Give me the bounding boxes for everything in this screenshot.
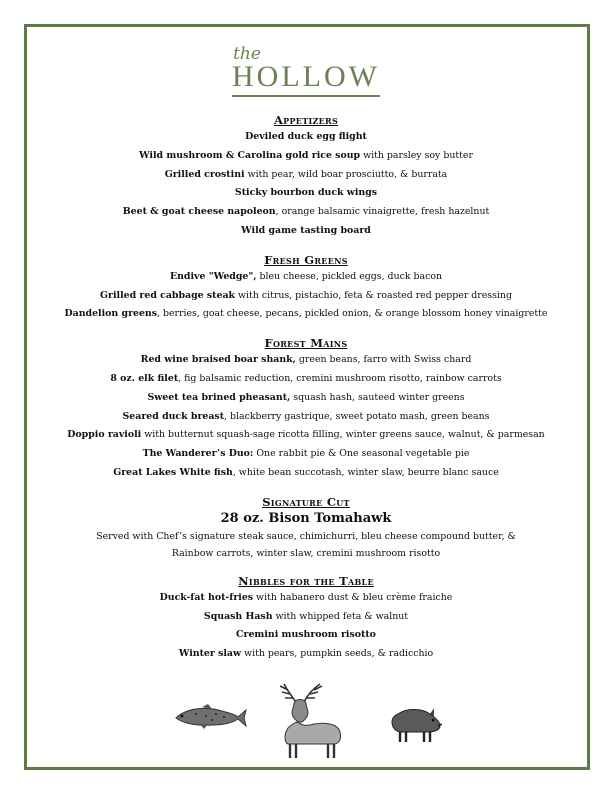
menu-item bbox=[30, 305, 582, 324]
item-name: Doppio ravioli bbox=[67, 429, 142, 441]
item-desc: , berries, goat cheese, pecans, pickled onion, & orange blossom honey vinaigrette bbox=[157, 308, 548, 320]
item-desc: green beans, farro with Swiss chard bbox=[295, 354, 472, 366]
section-heading: Fresh Greens bbox=[264, 252, 348, 267]
section-heading: Nibbles for the Table bbox=[238, 573, 374, 588]
item-name: Duck-fat hot-fries bbox=[159, 591, 254, 603]
menu-item bbox=[30, 128, 582, 147]
item-name: Dandelion greens bbox=[64, 308, 158, 320]
menu-item bbox=[30, 184, 582, 203]
item-name: Red wine braised boar shank, bbox=[140, 354, 296, 366]
item-desc: One rabbit pie & One seasonal vegetable pie bbox=[253, 448, 470, 460]
item-desc: with pear, wild boar prosciutto, & burrata bbox=[244, 168, 448, 180]
section-fresh-greens bbox=[30, 252, 582, 324]
item-desc: , blackberry gastrique, sweet potato mash, green beans bbox=[224, 410, 490, 422]
logo-underline bbox=[232, 95, 380, 97]
item-name: Winter slaw bbox=[178, 648, 242, 660]
section-appetizers bbox=[30, 112, 582, 241]
item-name: Squash Hash bbox=[203, 610, 273, 622]
section-heading: Appetizers bbox=[273, 113, 339, 127]
menu-item bbox=[30, 626, 582, 645]
item-desc: with habanero dust & bleu crème fraiche bbox=[253, 591, 453, 603]
item-name: Wild mushroom & Carolina gold rice soup bbox=[139, 149, 361, 161]
section-heading: Forest Mains bbox=[264, 336, 348, 351]
restaurant-logo bbox=[0, 46, 612, 97]
section-forest-mains bbox=[30, 335, 582, 483]
item-name: Great Lakes White fish bbox=[113, 466, 233, 478]
item-name: Seared duck breast bbox=[122, 410, 225, 422]
elk-icon bbox=[268, 682, 350, 760]
signature-description-line-1: Served with Chef’s signature steak sauce, chimichurri, bleu cheese compound butter, & bbox=[96, 530, 516, 542]
menu-item bbox=[30, 389, 582, 408]
item-name: Endive "Wedge", bbox=[169, 270, 257, 282]
logo-name: HOLLOW bbox=[232, 60, 380, 93]
item-name: Grilled crostini bbox=[164, 168, 245, 180]
menu-item bbox=[30, 589, 582, 608]
item-name: Cremini mushroom risotto bbox=[236, 629, 376, 641]
menu-item bbox=[30, 287, 582, 306]
menu-item bbox=[30, 445, 582, 464]
menu-item bbox=[30, 426, 582, 445]
menu-item bbox=[30, 222, 582, 241]
menu-item bbox=[30, 203, 582, 222]
menu-item bbox=[30, 464, 582, 483]
item-desc: , orange balsamic vinaigrette, fresh hazelnut bbox=[275, 206, 490, 218]
section-signature-cut bbox=[30, 494, 582, 562]
menu-item bbox=[30, 608, 582, 627]
menu-item bbox=[30, 408, 582, 427]
menu-item bbox=[30, 268, 582, 287]
menu-item bbox=[30, 147, 582, 166]
item-name: Sweet tea brined pheasant, bbox=[147, 391, 291, 403]
trout-icon bbox=[172, 702, 248, 732]
item-name: Sticky bourbon duck wings bbox=[234, 187, 378, 199]
section-heading: Signature Cut bbox=[262, 494, 350, 509]
menu-item bbox=[30, 645, 582, 664]
item-name: Wild game tasting board bbox=[241, 224, 371, 236]
signature-item-title: 28 oz. Bison Tomahawk bbox=[220, 510, 392, 526]
menu-item bbox=[30, 351, 582, 370]
item-name: Deviled duck egg flight bbox=[245, 131, 367, 142]
item-desc: squash hash, sauteed winter greens bbox=[290, 391, 465, 403]
signature-description-line-2: Rainbow carrots, winter slaw, cremini mushroom risotto bbox=[171, 547, 441, 559]
item-name: Beet & goat cheese napoleon bbox=[122, 206, 276, 218]
item-name: Grilled red cabbage steak bbox=[100, 289, 236, 301]
section-nibbles bbox=[30, 573, 582, 664]
item-desc: , fig balsamic reduction, cremini mushroom risotto, rainbow carrots bbox=[178, 372, 502, 384]
menu-content bbox=[30, 112, 582, 675]
item-desc: with parsley soy butter bbox=[360, 149, 473, 161]
menu-item bbox=[30, 166, 582, 185]
item-desc: with butternut squash-sage ricotta filling, winter greens sauce, walnut, & parmesan bbox=[141, 429, 545, 441]
item-desc: with pears, pumpkin seeds, & radicchio bbox=[241, 648, 434, 660]
animal-illustrations bbox=[0, 680, 612, 760]
item-desc: , white bean succotash, winter slaw, beurre blanc sauce bbox=[232, 466, 499, 478]
item-desc: with whipped feta & walnut bbox=[272, 610, 409, 622]
menu-item bbox=[30, 370, 582, 389]
item-desc: with citrus, pistachio, feta & roasted red pepper dressing bbox=[235, 289, 512, 301]
boar-icon bbox=[388, 704, 442, 744]
logo-the: the bbox=[233, 44, 261, 64]
item-desc: bleu cheese, pickled eggs, duck bacon bbox=[256, 270, 443, 282]
item-name: The Wanderer’s Duo: bbox=[142, 448, 254, 460]
item-name: 8 oz. elk filet bbox=[110, 372, 179, 384]
